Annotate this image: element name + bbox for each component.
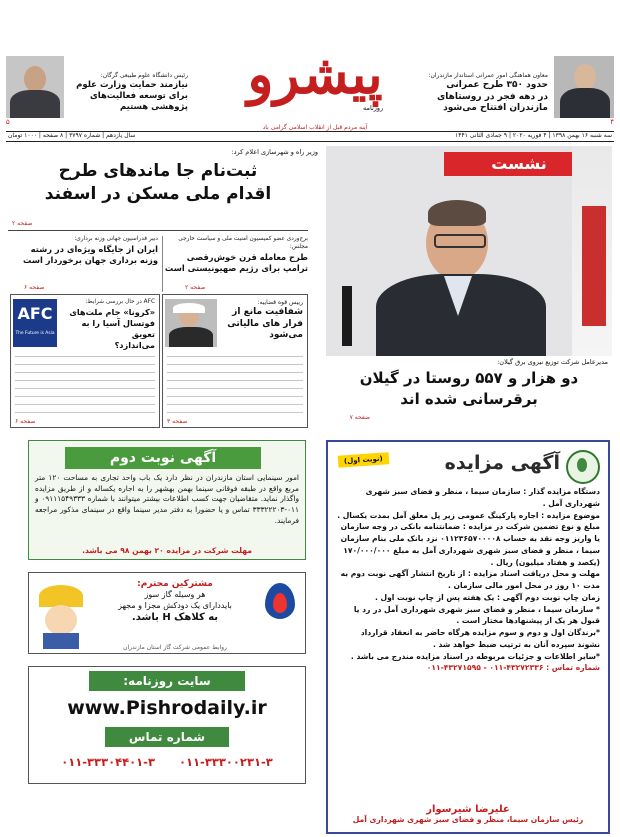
afc-line: «کرونا» جام ملت‌های: [69, 306, 155, 317]
main-photo: [326, 146, 612, 356]
mid-left-line: وزنه برداری جهان برخوردار است: [23, 255, 158, 266]
mid-right-story[interactable]: برج‌وردی عضو کمیسیون امنیت ملی و سیاست خارجی مجلس: طرح معامله قرن خوش‌رقصی ترامپ برای رژیم صهیونیستی است: [160, 236, 308, 275]
contact-phones: ۰۱۱-۳۳۳۰۴۴۰۱-۳ ۰۱۱-۳۳۳۰۰۲۳۱-۳: [61, 755, 273, 769]
transparency-line: فرار های مالیاتی: [227, 318, 303, 329]
top-left-teaser-line: پژوهشی هستیم: [119, 102, 188, 113]
auction-body: [336, 486, 600, 674]
flag-red: [582, 206, 606, 326]
person-glasses: [434, 234, 486, 248]
main-headline[interactable]: [326, 368, 612, 410]
mid-right-page-ref: صفحه ۲: [185, 284, 206, 291]
lead-headline-line: ثبت‌نام جا ماندهای طرح: [58, 161, 258, 181]
auction-paragraph: شماره تماس : ۴۳۲۷۲۳۳۶-۰۱۱ - ۴۳۲۷۱۵۹۵-۰۱۱: [426, 663, 600, 673]
auction-ad[interactable]: [326, 440, 610, 834]
logo-wordmark: پیشرو: [247, 42, 383, 106]
top-right-photo: [554, 56, 614, 118]
story-transparency-box[interactable]: رییس قوه قضاییه: شفافیت مانع از فرار های مالیاتی می‌شود صفحه ۳: [162, 294, 308, 428]
masthead-rule-bottom: [6, 141, 614, 142]
lead-page-ref: صفحه ۲: [12, 220, 33, 227]
website-box[interactable]: [28, 666, 306, 784]
contact-title-bar: شماره تماس: [105, 727, 229, 747]
top-right-page-ref: ۴: [610, 118, 614, 126]
mid-divider: [8, 230, 308, 231]
slogan: آینه مردم قبل از انقلاب اسلامی گرامی باد: [262, 124, 368, 131]
issue-line: سال یازدهم | شماره ۳۷۹۷ | ۸ صفحه | ۱۰۰۰ تومان: [8, 132, 136, 139]
auction-paragraph: موضوع مزایده : اجاره پارکینگ عمومی زیر پل معلق آمل بمدت یکسال .: [337, 510, 600, 520]
lead-kicker: وزیر راه و شهرسازی اعلام کرد:: [231, 148, 318, 156]
auction-paragraph: دستگاه مزایده گذار : سازمان سیما ، منظر و فضای سبز شهری شهرداری آمل .: [365, 487, 600, 508]
gas-footer: روابط عمومی شرکت گاز استان مازندران: [123, 644, 227, 651]
auction-badge: (نوبت اول): [338, 452, 389, 468]
story-afc-box[interactable]: AFC The Future is Asia AFC در حال بررسی شرایط: «کرونا» جام ملت‌های فوتسال آسیا را به تعویق می‌اندازد؟ صفحه ۶: [10, 294, 160, 428]
transparency-body-lines: [167, 351, 303, 415]
auction-signer: [336, 804, 600, 824]
mid-left-page-ref: صفحه ۶: [24, 284, 45, 291]
main-photo-caption: مدیرعامل شرکت توزیع نیروی برق گیلان:: [497, 358, 608, 366]
afc-logo-sub: The Future is Asia: [15, 331, 55, 336]
auction-paragraph: *برندگان اول و دوم و سوم مزایده هرگاه حاضر به انعقاد قرارداد نشوند سپرده آنان به ترتیب ضبط خواهد شد .: [360, 628, 600, 649]
top-left-photo: [6, 56, 64, 118]
mid-right-line: ترامپ برای رژیم صهیونیستی است: [164, 263, 308, 274]
afc-page-ref: صفحه ۶: [15, 418, 36, 425]
gas-flame-icon: [261, 583, 299, 633]
afc-logo: [13, 299, 57, 347]
website-title-bar: سایت روزنامه:: [89, 671, 245, 691]
lead-headline[interactable]: [8, 160, 308, 206]
mid-left-line: ایران از جایگاه ویژه‌ای در رشته: [30, 243, 158, 254]
second-ad[interactable]: [28, 440, 306, 560]
afc-line: فوتسال آسیا را به تعویق: [81, 317, 155, 339]
mid-left-story[interactable]: دبیر فدراسیون جهانی وزنه برداری: ایران از جایگاه ویژه‌ای در رشته وزنه برداری جهان برخوردار است: [10, 236, 158, 267]
top-right-teaser-line: حدود ۳۵۰ طرح عمرانی: [446, 80, 548, 91]
lead-headline-line: اقدام ملی مسکن در اسفند: [44, 183, 272, 204]
auction-title: آگهی مزایده: [444, 452, 560, 474]
mid-column-rule: [162, 236, 163, 292]
auction-paragraph: مبلغ و نوع تضمین شرکت در مزایده : ضمانتنامه بانکی در وجه سازمان یا واریز وجه نقد به حساب ۰۱۱۲۳۶۵۷۰۰۰۰۸ نزد بانک ملی بنام سازمان سیما ، منظر و فضای سبز شهری شهرداری آمل به مبلغ ۱۷۰/۰۰۰/۰۰۰ (یکصد و هفتاد میلیون) ریال .: [340, 522, 600, 567]
gas-line: بایددارای یک دودکش مجزا و مجهز: [118, 601, 232, 611]
transparency-page-ref: صفحه ۳: [167, 418, 188, 425]
top-left-teaser[interactable]: رئیس دانشگاه علوم طبیعی گرگان: نیازمند حمایت وزارت علوم برای توسعه فعالیت‌های پژوهشی هستیم: [68, 72, 188, 113]
auction-paragraph: مهلت و محل دریافت اسناد مزایده : از تاریخ انتشار آگهی نوبت دوم به مدت ۱۰ روز در محل امور مالی سازمان .: [340, 569, 600, 591]
website-url[interactable]: www.Pishrodaily.ir: [67, 697, 267, 719]
mid-right-line: طرح معامله قرن خوش‌رقصی: [186, 251, 308, 262]
gas-line: به کلاهک H باشد.: [131, 612, 219, 624]
top-right-teaser-line: در دهه فجر در روستاهای: [437, 91, 548, 102]
auction-paragraph: *سایر اطلاعات و جزئیات مربوطه در اسناد مزایده مندرج می باشد .: [350, 651, 600, 661]
second-ad-body: امور سینمایی استان مازندران در نظر دارد یک باب واحد تجاری به مساحت ۱۲۰ متر مربع واقع در طبقه فوقانی سینما بهمن بهشهر را به اجاره یکساله و از طریق مزایده واگذار نماید. متقاضیان جهت کسب اطلاعات بیشتر میتوانند با شماره ۰۹۱۱۱۵۴۹۳۳۳ و ۰۱۱-۳۳۳۲۲۲۰۳ تماس و یا حضورا به دفتر مدیر سینما واقع در سینمای مذکور مراجعه فرمایند.: [35, 473, 300, 525]
afc-body-lines: [15, 351, 155, 415]
transparency-line: می‌شود: [269, 330, 303, 341]
top-left-teaser-line: برای توسعه فعالیت‌های: [89, 91, 188, 102]
transparency-photo: [165, 299, 217, 347]
gas-ad[interactable]: [28, 572, 306, 654]
auction-paragraph: * سازمان سیما ، منظر و فضای سبز شهری شهرداری آمل در رد یا قبول هر یک از پیشنهادها مختار است .: [353, 604, 600, 626]
auction-signer-title: رئیس سازمان سیما، منظر و فضای سبز شهری شهرداری آمل: [352, 815, 584, 824]
top-left-teaser-line: نیازمند حمایت وزارت علوم: [76, 80, 188, 91]
auction-emblem: [566, 450, 600, 484]
date-line: سه شنبه ۱۶ بهمن ۱۳۹۸ | ۴ فوریه ۲۰۲۰ | ۹ جمادی الثانی ۱۴۴۱: [455, 132, 612, 139]
top-right-teaser[interactable]: معاون هماهنگی امور عمرانی استاندار مازندران: حدود ۳۵۰ طرح عمرانی در دهه فجر در روستاهای مازندران افتتاح می‌شود: [398, 72, 548, 115]
person-hair: [428, 200, 486, 226]
top-right-teaser-line: مازندران افتتاح می‌شود: [443, 103, 548, 114]
transparency-line: شفافیت مانع از: [232, 307, 303, 318]
banner: نشست: [444, 152, 594, 176]
afc-line: می‌اندازد؟: [114, 340, 155, 350]
main-page-ref: صفحه ۷: [349, 414, 370, 421]
second-ad-title-bar: آگهی نوبت دوم: [65, 447, 261, 469]
afc-logo-text: AFC: [17, 304, 53, 323]
helmet-mascot: [33, 577, 89, 649]
top-left-page-ref: ۵: [6, 118, 10, 126]
auction-signer-name: علیرضا شیرسوار: [426, 804, 510, 815]
logo-prefix: روزنامه: [363, 104, 384, 112]
main-headline-line: برقرسانی شده اند: [400, 390, 538, 408]
gas-title: مشترکین محترم:: [137, 579, 213, 589]
main-headline-line: دو هزار و ۵۵۷ روستا در گیلان: [359, 369, 579, 387]
gas-line: هر وسیله گاز سوز: [144, 590, 206, 599]
second-ad-deadline: مهلت شرکت در مزایده ۲۰ بهمن ۹۸ می باشد.: [82, 546, 252, 555]
auction-paragraph: زمان چاپ نوبت دوم آگهی : یک هفته پس از چاپ نوبت اول .: [374, 592, 600, 602]
microphone: [342, 286, 352, 346]
